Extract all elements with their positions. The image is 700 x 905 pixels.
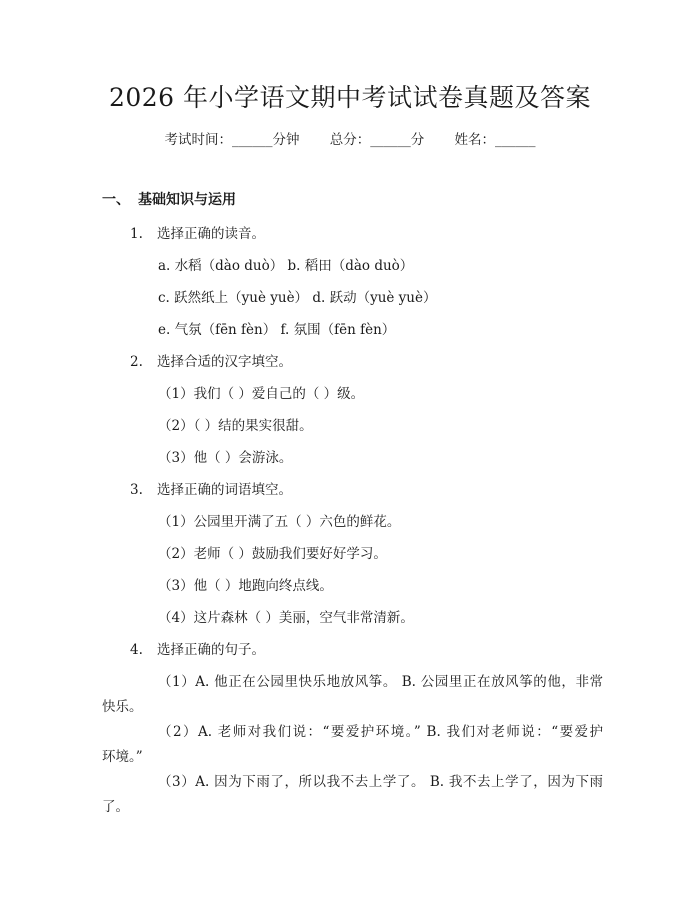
question-4 — [130, 640, 265, 660]
question-3 — [130, 480, 292, 500]
question-1 — [130, 224, 265, 244]
question-2-blank-line: （3）他（ ）会游泳。 — [158, 450, 293, 466]
question-4-choice-continuation: 了。 — [102, 799, 129, 815]
section-heading — [102, 190, 236, 210]
question-3-blank-line: （1）公园里开满了五（ ）六色的鲜花。 — [158, 514, 401, 530]
exam-time-field: 考试时间：______分钟 — [164, 132, 300, 148]
student-name-field: 姓名：______ — [454, 132, 536, 148]
question-2-blank-line: （2）（ ）结的果实很甜。 — [158, 418, 313, 434]
question-number: 2. — [130, 354, 143, 370]
question-2-blank-line: （1）我们（ ）爱自己的（ ）级。 — [158, 386, 365, 402]
question-4-choice-continuation: 快乐。 — [102, 699, 143, 715]
question-text: 选择合适的汉字填空。 — [157, 354, 292, 370]
question-number: 3. — [130, 482, 143, 498]
question-3-blank-line: （3）他（ ）地跑向终点线。 — [158, 578, 333, 594]
question-text: 选择正确的读音。 — [157, 226, 265, 242]
question-3-blank-line: （4）这片森林（ ）美丽，空气非常清新。 — [158, 610, 414, 626]
exam-title: 2026 年小学语文期中考试试卷真题及答案 — [108, 83, 592, 112]
question-text: 选择正确的词语填空。 — [157, 482, 292, 498]
question-3-blank-line: （2）老师（ ）鼓励我们要好好学习。 — [158, 546, 387, 562]
question-4-choice-line: （2）A. 老师对我们说：“要爱护环境。” B. 我们对老师说：“要爱护 — [158, 724, 603, 740]
question-number: 4. — [130, 642, 143, 658]
question-4-choice-line: （3）A. 因为下雨了，所以我不去上学了。 B. 我不去上学了，因为下雨 — [158, 774, 603, 790]
question-2 — [130, 352, 292, 372]
question-1-option-line: a. 水稻（dào duò） b. 稻田（dào duò） — [158, 258, 414, 274]
question-4-choice-line: （1）A. 他正在公园里快乐地放风筝。 B. 公园里正在放风筝的他，非常 — [158, 674, 603, 690]
question-4-choice-continuation: 环境。” — [102, 749, 143, 765]
exam-meta — [0, 130, 700, 150]
question-text: 选择正确的句子。 — [157, 642, 265, 658]
question-number: 1. — [130, 226, 143, 242]
question-1-option-line: e. 气氛（fēn fèn） f. 氛围（fēn fèn） — [158, 322, 396, 338]
question-1-option-line: c. 跃然纸上（yuè yuè） d. 跃动（yuè yuè） — [158, 290, 437, 306]
total-score-field: 总分：______分 — [329, 132, 425, 148]
section-number: 一、 — [102, 192, 130, 208]
section-title: 基础知识与运用 — [138, 192, 236, 208]
